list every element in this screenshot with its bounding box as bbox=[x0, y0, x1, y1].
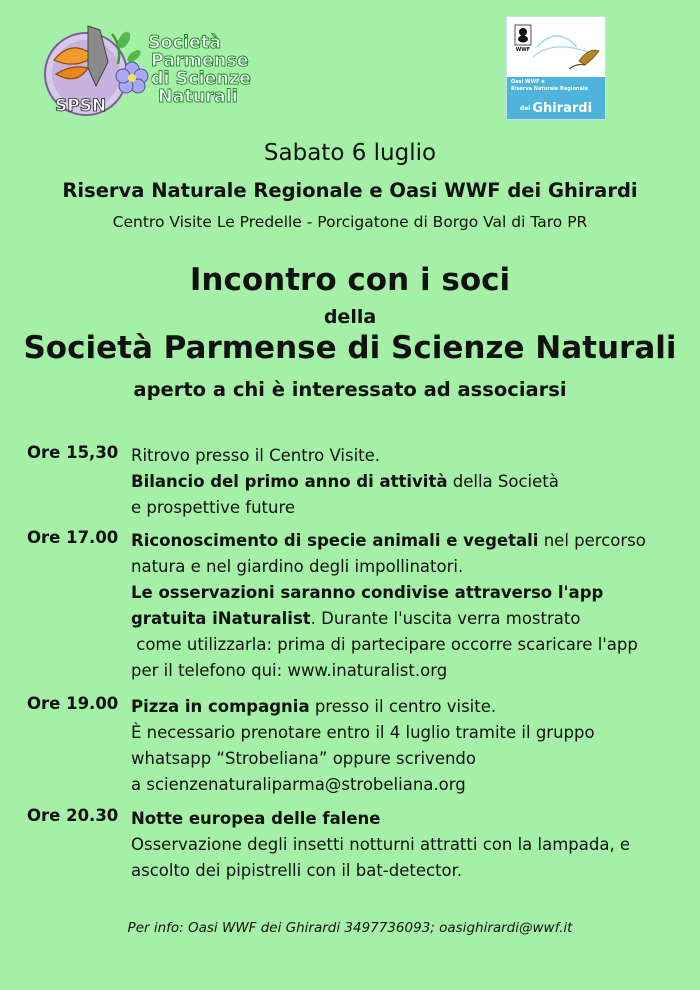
logo-name-main: Ghirardi bbox=[532, 101, 593, 116]
body-text: Osservazione degli insetti notturni attratti con la lampada, e bbox=[131, 835, 631, 854]
schedule-line bbox=[131, 580, 646, 606]
logo-name-prefix: dei bbox=[519, 105, 531, 112]
schedule-line bbox=[131, 694, 595, 720]
highlight-text: gratuita iNaturalist bbox=[131, 609, 311, 628]
schedule-line bbox=[131, 606, 646, 632]
event-title: Incontro con i soci bbox=[189, 262, 511, 298]
schedule-line bbox=[131, 632, 646, 658]
event-address: Centro Visite Le Predelle - Porcigatone di Borgo Val di Taro PR bbox=[112, 213, 588, 231]
schedule-time: Ore 15,30 bbox=[27, 443, 119, 462]
highlight-text: Riconoscimento di specie animali e vegetali bbox=[131, 531, 539, 550]
schedule-text bbox=[131, 806, 630, 884]
schedule-text bbox=[131, 443, 559, 521]
event-subtitle: aperto a chi è interessato ad associarsi bbox=[133, 378, 567, 401]
spsn-logo bbox=[42, 16, 272, 124]
schedule-line bbox=[131, 528, 646, 554]
spsn-abbrev: SPSN bbox=[55, 96, 107, 116]
body-text: della Società bbox=[447, 472, 559, 491]
body-text: a scienzenaturaliparma@strobeliana.org bbox=[131, 775, 466, 794]
event-place: Riserva Naturale Regionale e Oasi WWF dei Ghirardi bbox=[62, 179, 638, 202]
schedule-line bbox=[131, 858, 630, 884]
body-text: come utilizzarla: prima di partecipare occorre scaricare l'app bbox=[131, 635, 638, 654]
spsn-name-line: Naturali bbox=[158, 87, 238, 107]
highlight-text: Notte europea delle falene bbox=[131, 809, 381, 828]
schedule-text bbox=[131, 528, 646, 684]
schedule-line bbox=[131, 720, 595, 746]
body-text: natura e nel giardino degli impollinatori. bbox=[131, 557, 464, 576]
spsn-name-line: Parmense bbox=[151, 51, 249, 71]
logo-name bbox=[507, 101, 605, 116]
body-text: nel percorso bbox=[538, 531, 646, 550]
schedule-time: Ore 20.30 bbox=[27, 806, 119, 825]
body-text: e prospettive future bbox=[131, 498, 296, 517]
body-text: ascolto dei pipistrelli con il bat-detector. bbox=[131, 861, 463, 880]
highlight-text: Pizza in compagnia bbox=[131, 697, 310, 716]
schedule-line bbox=[131, 658, 646, 684]
schedule-line bbox=[131, 554, 646, 580]
schedule-line bbox=[131, 495, 559, 521]
schedule-line bbox=[131, 443, 559, 469]
spsn-name-line: Società bbox=[148, 33, 222, 53]
schedule-line bbox=[131, 469, 559, 495]
schedule-text bbox=[131, 694, 595, 798]
logo-small-line: Oasi WWF e bbox=[511, 79, 545, 85]
event-connector: della bbox=[323, 306, 377, 328]
body-text: whatsapp “Strobeliana” oppure scrivendo bbox=[131, 749, 477, 768]
society-name: Società Parmense di Scienze Naturali bbox=[23, 330, 677, 366]
schedule-line bbox=[131, 772, 595, 798]
logo-small-line: Riserva Naturale Regionale bbox=[511, 86, 588, 92]
logo-small-text bbox=[511, 79, 588, 93]
schedule-line bbox=[131, 746, 595, 772]
spsn-name bbox=[148, 34, 251, 106]
schedule-line bbox=[131, 832, 630, 858]
wwf-ghirardi-logo bbox=[506, 16, 606, 120]
event-date: Sabato 6 luglio bbox=[263, 140, 437, 166]
schedule-time: Ore 19.00 bbox=[27, 694, 119, 713]
highlight-text: Bilancio del primo anno di attività bbox=[131, 472, 448, 491]
schedule-time: Ore 17.00 bbox=[27, 528, 119, 547]
wwf-label: WWF bbox=[515, 47, 531, 53]
body-text: È necessario prenotare entro il 4 luglio tramite il gruppo bbox=[131, 723, 595, 742]
schedule-line bbox=[131, 806, 630, 832]
body-text: . Durante l'uscita verra mostrato bbox=[310, 609, 581, 628]
spsn-name-line: di Scienze bbox=[151, 69, 251, 89]
body-text: presso il centro visite. bbox=[309, 697, 497, 716]
contact-info: Per info: Oasi WWF dei Ghirardi 3497736093; oasighirardi@wwf.it bbox=[127, 920, 573, 936]
highlight-text: Le osservazioni saranno condivise attraverso l'app bbox=[131, 583, 604, 602]
body-text: Ritrovo presso il Centro Visite. bbox=[131, 446, 381, 465]
body-text: per il telefono qui: www.inaturalist.org bbox=[131, 661, 448, 680]
